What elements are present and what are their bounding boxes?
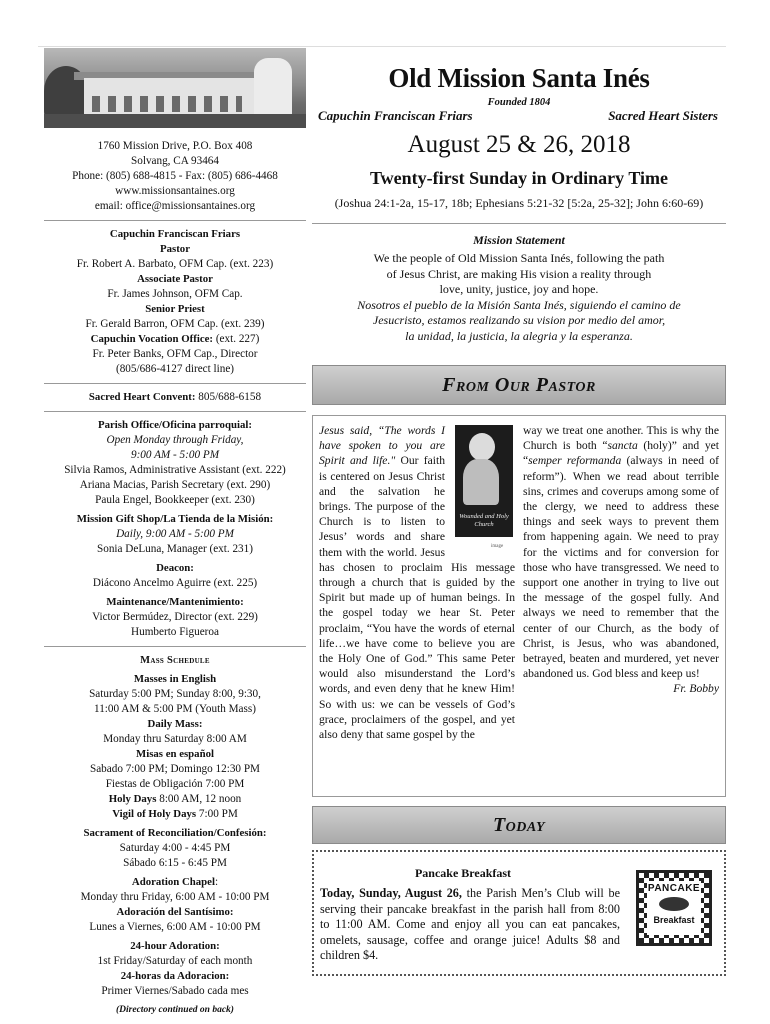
order-left: Capuchin Franciscan Friars	[318, 108, 473, 123]
directory-continued: (Directory continued on back)	[116, 1005, 234, 1015]
convent-phone: 805/688-6158	[195, 391, 262, 403]
pastor-letter-col2	[523, 423, 719, 742]
spanish-masses-heading: Misas en español	[136, 748, 214, 760]
latin-sancta: sancta	[607, 439, 638, 453]
mass-schedule-heading: Mass Schedule	[140, 655, 210, 666]
adoration: 1st Friday/Saturday of each month	[97, 955, 253, 967]
pancake-art-word: PANCAKE	[647, 883, 701, 894]
staff-directory	[44, 227, 306, 377]
latin-semper: semper reformanda	[528, 454, 622, 468]
office-heading: Parish Office/Oficina parroquial:	[98, 419, 252, 431]
maintenance-name: Victor Bermúdez, Director (ext. 229)	[92, 611, 258, 623]
email-link[interactable]: email: office@missionsantaines.org	[94, 200, 256, 212]
gift-shop-hours: Daily, 9:00 AM - 5:00 PM	[116, 528, 234, 540]
pastor-letter	[312, 415, 726, 797]
chapel-heading: Adoration Chapel	[131, 876, 215, 888]
phone-fax: Phone: (805) 688-4815 - Fax: (805) 686-4468	[72, 170, 278, 182]
assoc-heading: Associate Pastor	[137, 273, 213, 285]
mission-photo	[44, 48, 306, 128]
pancake-body: the Parish Men’s Club will be serving their pancake breakfast in the parish hall from 8:00 to 11:00 AM. Come and enjoy all you can eat pancakes, omelets, sausage, coffee and orange juice! Adults $8 and children $4.	[320, 886, 620, 962]
vigil: 7:00 PM	[196, 808, 238, 820]
maintenance-name: Humberto Figueroa	[131, 626, 219, 638]
pancake-breakfast-image	[636, 870, 712, 946]
deacon-heading: Deacon:	[156, 562, 194, 574]
mission-en-line: We the people of Old Mission Santa Inés, following the path	[373, 251, 665, 265]
daily-mass-heading: Daily Mass:	[147, 718, 203, 730]
pancake-text	[320, 886, 620, 964]
artwork-credit: image	[491, 544, 504, 549]
pastor-paragraph-2: (always in need of reform”). When we read about terrible sins, crimes and coverups among some of the clergy, we need to address these things and seek ways to prevent them from happening again. We need to pray for the victims and for conversion for those who have transgressed. We need to support one another in trying to live out the message of the gospel fully. And always we need to remember that the center of our Church, as the body of Christ, is Jesus, who was abandoned, betrayed, beaten and murdered, yet never abandoned us. God bless and keep us!	[523, 454, 719, 681]
page-top-rule	[38, 46, 726, 47]
maintenance-heading: Maintenance/Mantenimiento:	[106, 596, 244, 608]
english-masses: Saturday 5:00 PM; Sunday 8:00, 9:30,	[89, 688, 261, 700]
from-our-pastor-banner	[312, 365, 726, 405]
senior-name: Fr. Gerald Barron, OFM Cap. (ext. 239)	[85, 318, 265, 330]
english-masses: 11:00 AM & 5:00 PM (Youth Mass)	[94, 703, 256, 715]
chapel-es-heading: Adoración del Santísimo:	[116, 906, 234, 918]
chapel-es-hours: Lunes a Viernes, 6:00 AM - 10:00 PM	[89, 921, 261, 933]
pancake-title: Pancake Breakfast	[414, 866, 512, 880]
divider	[44, 411, 306, 412]
today-banner	[312, 806, 726, 844]
gift-shop-heading: Mission Gift Shop/La Tienda de la Misión:	[76, 513, 274, 525]
city: Solvang, CA 93464	[131, 155, 219, 167]
readings: (Joshua 24:1-2a, 15-17, 18b; Ephesians 5:21-32 [5:2a, 25-32]; John 6:60-69)	[334, 196, 704, 210]
pancake-lead: Today, Sunday, August 26,	[320, 886, 462, 900]
adoration-heading: 24-hour Adoration:	[130, 940, 220, 952]
mission-es-line: Jesucristo, estamos realizando su vision por medio del amor,	[372, 313, 666, 327]
mission-statement-heading: Mission Statement	[473, 233, 565, 247]
right-main-column	[312, 48, 726, 797]
liturgical-sunday: Twenty-first Sunday in Ordinary Time	[369, 168, 669, 188]
vocation-heading: Capuchin Vocation Office:	[90, 333, 214, 345]
chapel-colon: :	[214, 876, 219, 888]
mass-schedule	[44, 653, 306, 1018]
address: 1760 Mission Drive, P.O. Box 408	[97, 140, 253, 152]
office-staff: Silvia Ramos, Administrative Assistant (ext. 222)	[64, 464, 286, 476]
divider	[44, 220, 306, 221]
bulletin-date: August 25 & 26, 2018	[407, 131, 631, 158]
orders-line	[312, 108, 726, 124]
artwork-caption: Wounded and Holy Church	[459, 513, 509, 528]
today-title: Today	[492, 813, 546, 836]
english-masses-heading: Masses in English	[133, 673, 217, 685]
daily-mass: Monday thru Saturday 8:00 AM	[103, 733, 247, 745]
pastor-name: Fr. Robert A. Barbato, OFM Cap. (ext. 223)	[76, 258, 274, 270]
mission-en-line: of Jesus Christ, are making His vision a reality through	[386, 266, 652, 281]
convent-heading: Sacred Heart Convent:	[88, 391, 196, 403]
mission-statement-text	[312, 251, 726, 344]
gift-shop-manager: Sonia DeLuna, Manager (ext. 231)	[97, 543, 253, 555]
reconciliation: Sábado 6:15 - 6:45 PM	[123, 857, 227, 869]
office-staff: Ariana Macias, Parish Secretary (ext. 290)	[79, 479, 271, 491]
pastor-paragraph-2: (holy)” and yet “	[523, 439, 719, 468]
adoration-es-heading: 24-horas da Adoracion:	[120, 970, 230, 982]
office-staff: Paula Engel, Bookkeeper (ext. 230)	[95, 494, 255, 506]
pastor-paragraph-2: way we treat one another. This is why the Church is both “	[523, 424, 719, 453]
website-link[interactable]: www.missionsantaines.org	[115, 185, 235, 197]
friars-heading: Capuchin Franciscan Friars	[109, 228, 241, 240]
deacon-name: Diácono Ancelmo Aguirre (ext. 225)	[92, 577, 258, 589]
pastor-heading: Pastor	[160, 243, 190, 255]
office-open: Open Monday through Friday,	[106, 434, 244, 446]
reconciliation-heading: Sacrament of Reconciliation/Confesión:	[83, 827, 267, 839]
chapel-hours: Monday thru Friday, 6:00 AM - 10:00 PM	[80, 891, 270, 903]
convent	[44, 390, 306, 405]
spanish-masses: Fiestas de Obligación 7:00 PM	[105, 778, 245, 790]
parish-office	[44, 418, 306, 640]
from-our-pastor-title: From Our Pastor	[442, 373, 596, 396]
pastor-letter-col1	[319, 423, 515, 742]
pancake-stack-icon	[659, 897, 689, 911]
church-artwork-image	[451, 425, 515, 547]
left-directory-column	[44, 48, 306, 1018]
mission-en-line: love, unity, justice, joy and hope.	[439, 282, 599, 296]
breakfast-art-word: Breakfast	[653, 915, 695, 925]
mission-es-line: la unidad, la justicia, la alegria y la esperanza.	[405, 328, 633, 343]
assoc-name: Fr. James Johnson, OFM Cap.	[107, 288, 243, 300]
senior-heading: Senior Priest	[145, 303, 205, 315]
vigil-heading: Vigil of Holy Days	[112, 808, 197, 820]
pastor-paragraph-1: Our faith is centered on Jesus Christ and the salvation he brings. The purpose of the Church is to listen to Jesus’ words and share them with the world. Jesus has chosen to proclaim His message through a church that is guided by the Spirit but made up of human beings. In the gospel today we hear St. Peter proclaim, “You have the words of eternal life…we have come to believe you are the Holy One of God.” This same Peter would also misunderstand the Lord’s words, and even deny that he knew Him! So with us: we can be vessels of God’s grace, proclaimers of the gospel, and yet also deny that same gospel by the	[319, 454, 515, 742]
holy-days: 8:00 AM, 12 noon	[156, 793, 242, 805]
pastor-quote: Jesus said, “The words I have spoken to you are Spirit and life."	[319, 424, 445, 468]
adoration-es: Primer Viernes/Sabado cada mes	[101, 985, 249, 997]
spanish-masses: Sabado 7:00 PM; Domingo 12:30 PM	[89, 763, 260, 775]
today-announcement	[312, 850, 726, 976]
vocation-ext: (ext. 227)	[213, 333, 260, 345]
divider	[312, 223, 726, 224]
divider	[44, 383, 306, 384]
office-hours: 9:00 AM - 5:00 PM	[130, 449, 220, 461]
contact-info	[44, 139, 306, 214]
divider	[44, 646, 306, 647]
pastor-signature: Fr. Bobby	[673, 682, 719, 696]
founded-line: Founded 1804	[487, 97, 551, 108]
order-right: Sacred Heart Sisters	[608, 108, 718, 123]
vocation-director: Fr. Peter Banks, OFM Cap., Director	[92, 348, 258, 360]
holy-days-heading: Holy Days	[108, 793, 157, 805]
mission-es-line: Nosotros el pueblo de la Misión Santa Inés, siguiendo el camino de	[357, 297, 681, 312]
parish-title: Old Mission Santa Inés	[388, 63, 650, 93]
vocation-line: (805/686-4127 direct line)	[115, 363, 235, 375]
reconciliation: Saturday 4:00 - 4:45 PM	[119, 842, 231, 854]
